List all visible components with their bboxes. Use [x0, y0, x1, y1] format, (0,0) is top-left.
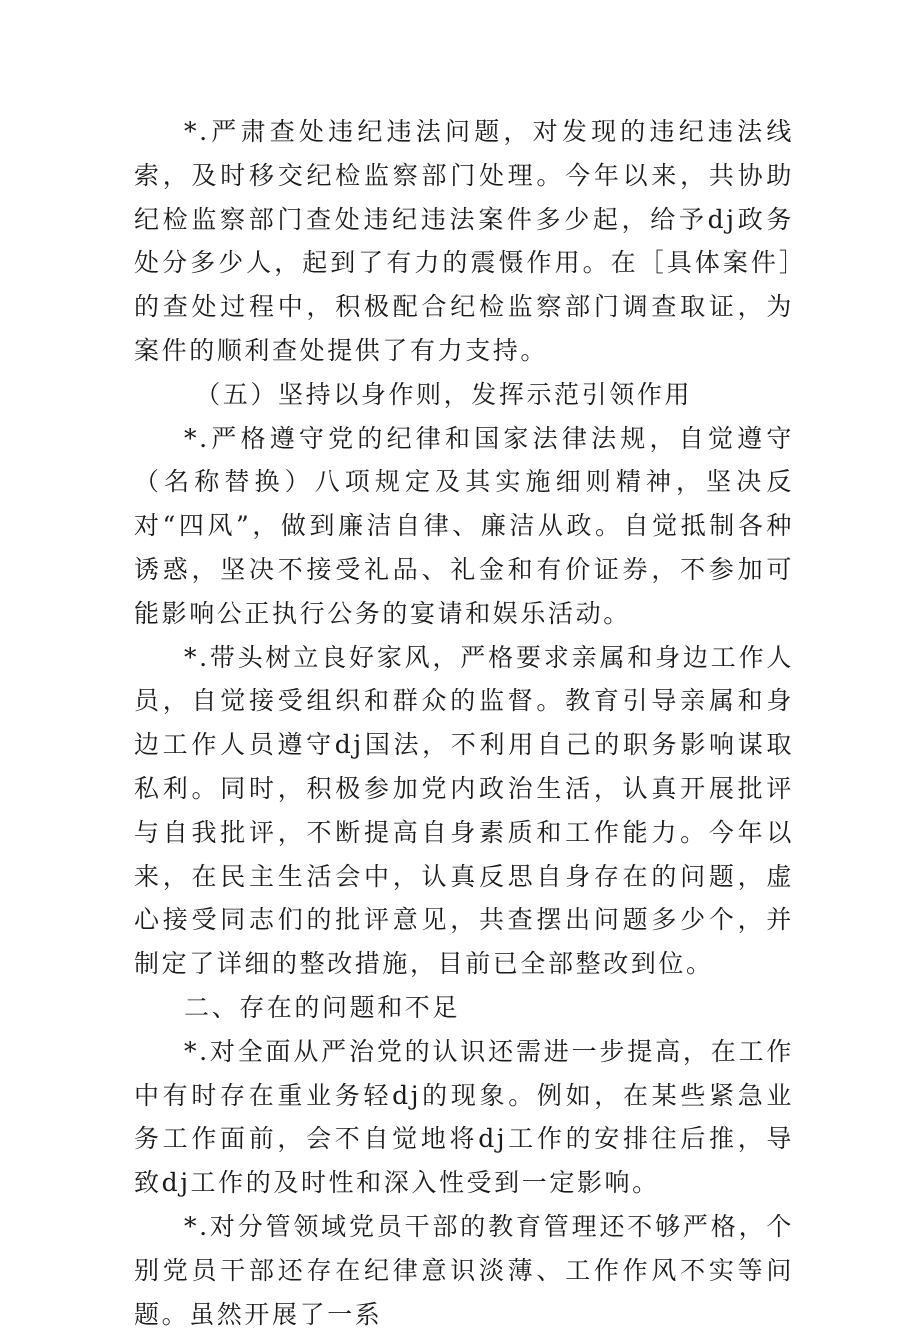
section-heading-problems: 二、存在的问题和不足: [184, 992, 461, 1022]
paragraph-case-handling: *.严肃查处违纪违法问题，对发现的违纪违法线索，及时移交纪检监察部门处理。今年以来，共协助纪检监察部门查处违纪违法案件多少起，给予dj政务处分多少人，起到了有力的震慑作用。在［具体案件］的查处过程中，积极配合纪检监察部门调查取证，为案件的顺利查处提供了有力支持。: [134, 117, 794, 365]
paragraph-discipline-compliance: *.严格遵守党的纪律和国家法律法规，自觉遵守（名称替换）八项规定及其实施细则精神，坚决反对“四风”，做到廉洁自律、廉洁从政。自觉抵制各种诱惑，坚决不接受礼品、礼金和有价证券，不参加可能影响公正执行公务的宴请和娱乐活动。: [134, 423, 794, 628]
paragraph-problem-awareness: *.对全面从严治党的认识还需进一步提高，在工作中有时存在重业务轻dj的现象。例如，在某些紧急业务工作面前，会不自觉地将dj工作的安排往后推，导致dj工作的及时性和深入性受到一定影响。: [134, 1036, 794, 1198]
document-body: [134, 110, 794, 1336]
paragraph-problem-management: *.对分管领域党员干部的教育管理还不够严格，个别党员干部还存在纪律意识淡薄、工作作风不实等问题。虽然开展了一系: [134, 1211, 794, 1329]
paragraph-family-style: *.带头树立良好家风，严格要求亲属和身边工作人员，自觉接受组织和群众的监督。教育引导亲属和身边工作人员遵守dj国法，不利用自己的职务影响谋取私利。同时，积极参加党内政治生活，认真开展批评与自我批评，不断提高自身素质和工作能力。今年以来，在民主生活会中，认真反思自身存在的问题，虚心接受同志们的批评意见，共查摆出问题多少个，并制定了详细的整改措施，目前已全部整改到位。: [134, 642, 794, 979]
section-heading-lead-by-example: （五）坚持以身作则，发挥示范引领作用: [195, 379, 693, 409]
